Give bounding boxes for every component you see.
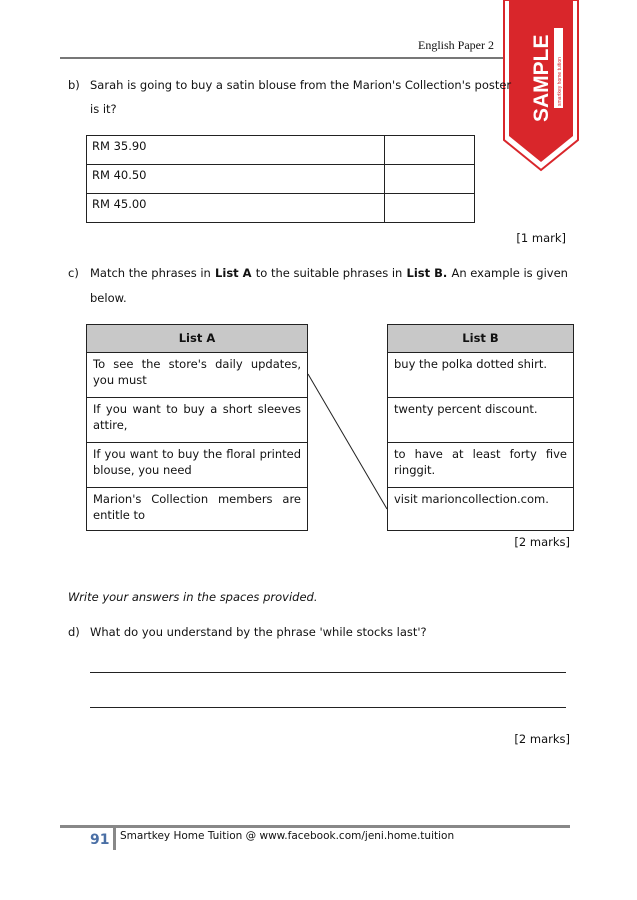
footer-rule xyxy=(60,825,570,828)
list-b-reference: List B. xyxy=(406,266,448,280)
list-a-item: Marion's Collection members are entitle to xyxy=(93,492,301,522)
question-d-label: d) xyxy=(68,625,80,639)
footer-text: Smartkey Home Tuition @ www.facebook.com/jeni.home.tuition xyxy=(120,830,455,842)
question-d-text: What do you understand by the phrase 'while stocks last'? xyxy=(90,625,427,639)
question-b-line2: is it? xyxy=(90,102,117,116)
question-b-label: b) xyxy=(68,78,80,92)
option-price: RM 40.50 xyxy=(87,165,385,194)
sample-stamp-small-text: smartkey home tuition xyxy=(557,57,563,106)
question-c-text: to the suitable phrases in xyxy=(252,266,406,280)
list-b-item: buy the polka dotted shirt. xyxy=(388,353,573,398)
answer-instruction: Write your answers in the spaces provided. xyxy=(68,590,318,604)
list-b-item: visit marioncollection.com. xyxy=(394,492,549,506)
question-c-marks: [2 marks] xyxy=(514,535,570,549)
footer-separator xyxy=(113,828,116,850)
answer-line[interactable] xyxy=(90,672,566,673)
sample-stamp-text: SAMPLE xyxy=(530,34,553,122)
option-price: RM 35.90 xyxy=(87,136,385,165)
question-c-label: c) xyxy=(68,266,79,280)
question-b-marks: [1 mark] xyxy=(516,231,566,245)
option-price: RM 45.00 xyxy=(87,194,385,223)
list-a-title: List A xyxy=(87,325,307,353)
list-b-item: twenty percent discount. xyxy=(388,398,573,443)
question-d-marks: [2 marks] xyxy=(514,732,570,746)
question-c-text: Match the phrases in xyxy=(90,266,215,280)
question-b-line1: Sarah is going to buy a satin blouse from the Marion's Collection's poster xyxy=(90,78,512,92)
page-number: 91 xyxy=(90,832,110,848)
list-a-item: To see the store's daily updates, you must xyxy=(87,353,307,398)
answer-line[interactable] xyxy=(90,707,566,708)
page-header-title: English Paper 2 xyxy=(418,38,494,52)
list-a-item: If you want to buy a short sleeves attire, xyxy=(87,398,307,443)
list-b-item: to have at least forty five ringgit. xyxy=(388,443,573,488)
list-a-item: If you want to buy the floral printed blouse, you need xyxy=(87,443,307,488)
question-c-line2: below. xyxy=(90,291,127,305)
list-a-reference: List A xyxy=(215,266,252,280)
question-c-text: An example is given xyxy=(447,266,568,280)
list-b-title: List B xyxy=(388,325,573,353)
